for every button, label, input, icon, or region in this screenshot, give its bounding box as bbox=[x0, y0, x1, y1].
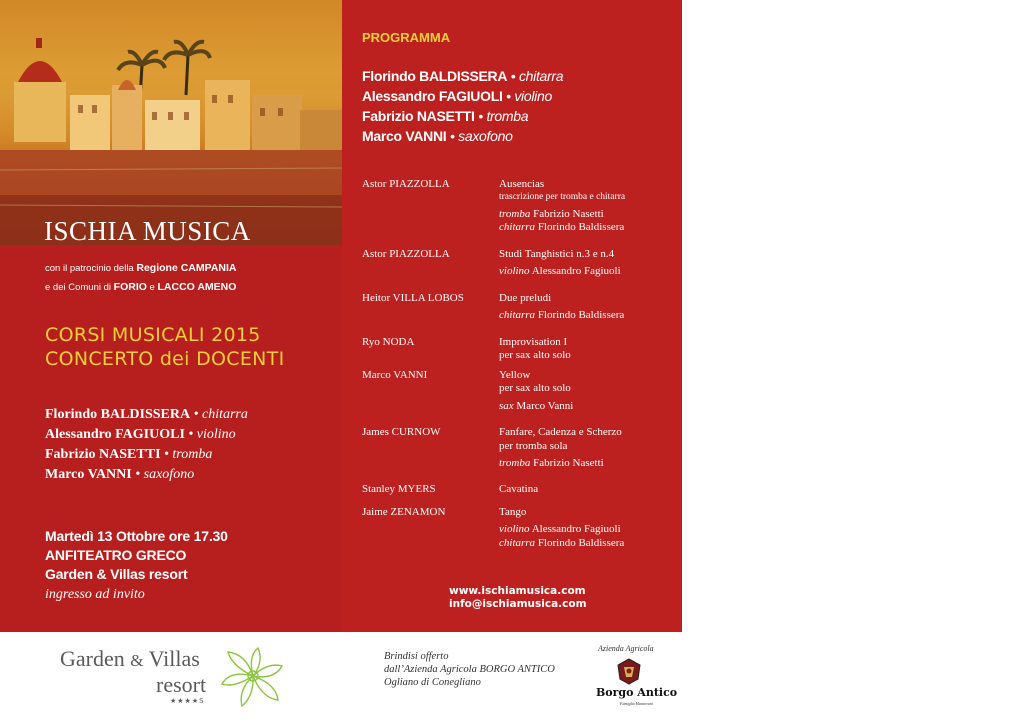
courses-heading: CORSI MUSICALI 2015 bbox=[45, 324, 261, 346]
event-date: Martedì 13 Ottobre ore 17.30 bbox=[45, 528, 228, 544]
work-player: chitarra Florindo Baldissera bbox=[499, 221, 625, 233]
performer-line: Florindo BALDISSERA • chitarra bbox=[45, 407, 248, 422]
work-title: Studi Tanghistici n.3 e n.4 bbox=[499, 248, 615, 260]
composer: Jaime ZENAMON bbox=[362, 506, 446, 518]
ischia-town-painting bbox=[0, 0, 342, 245]
composer: Marco VANNI bbox=[362, 369, 428, 381]
work-title: Fanfare, Cadenza e Scherzo bbox=[499, 426, 622, 438]
patronage-line-2: e dei Comuni di FORIO e LACCO AMENO bbox=[45, 281, 237, 293]
winery-crest-icon bbox=[614, 657, 644, 685]
resort-logo-line2: resort bbox=[156, 672, 207, 697]
performer-line: Fabrizio NASETTI • tromba bbox=[45, 447, 213, 462]
program-performer: Florindo BALDISSERA • chitarra bbox=[362, 68, 564, 84]
winery-label: Azienda Agricola bbox=[598, 644, 654, 653]
program-performer: Alessandro FAGIUOLI • violino bbox=[362, 88, 552, 104]
admission-note: ingresso ad invito bbox=[45, 587, 145, 602]
work-title: Improvisation I bbox=[499, 336, 568, 348]
work-note: per tromba sola bbox=[499, 440, 568, 452]
brindisi-line: dall’Azienda Agricola BORGO ANTICO bbox=[384, 664, 555, 675]
composer: Heitor VILLA LOBOS bbox=[362, 292, 464, 304]
work-title: Yellow bbox=[499, 369, 531, 381]
event-resort: Garden & Villas resort bbox=[45, 566, 188, 582]
work-title: Tango bbox=[499, 506, 527, 518]
event-title: ISCHIA MUSICA bbox=[44, 216, 251, 246]
work-note: trascrizione per tromba e chitarra bbox=[499, 192, 626, 202]
work-player: tromba Fabrizio Nasetti bbox=[499, 457, 604, 469]
composer: Stanley MYERS bbox=[362, 483, 436, 495]
performer-line: Marco VANNI • saxofono bbox=[45, 467, 195, 482]
performer-line: Alessandro FAGIUOLI • violino bbox=[45, 427, 236, 442]
work-player: chitarra Florindo Baldissera bbox=[499, 537, 625, 549]
composer: Ryo NODA bbox=[362, 336, 415, 348]
patronage-line-1: con il patrocinio della Regione CAMPANIA bbox=[45, 262, 237, 274]
work-player: sax Marco Vanni bbox=[499, 400, 574, 412]
program-heading: PROGRAMMA bbox=[362, 30, 451, 45]
composer: James CURNOW bbox=[362, 426, 441, 438]
composer: Astor PIAZZOLLA bbox=[362, 178, 450, 190]
work-note: per sax alto solo bbox=[499, 349, 571, 361]
work-title: Cavatina bbox=[499, 483, 539, 495]
program-performer: Fabrizio NASETTI • tromba bbox=[362, 108, 529, 124]
winery-subtitle: Famiglia Mantovani bbox=[620, 701, 653, 706]
resort-stars: ★★★★S bbox=[170, 697, 205, 705]
event-venue: ANFITEATRO GRECO bbox=[45, 547, 187, 563]
work-note: per sax alto solo bbox=[499, 382, 571, 394]
concert-heading: CONCERTO dei DOCENTI bbox=[45, 348, 285, 370]
work-player: violino Alessandro Fagiuoli bbox=[499, 523, 621, 535]
composer: Astor PIAZZOLLA bbox=[362, 248, 450, 260]
program-performer: Marco VANNI • saxofono bbox=[362, 128, 513, 144]
work-title: Due preludi bbox=[499, 292, 552, 304]
work-player: violino Alessandro Fagiuoli bbox=[499, 265, 621, 277]
brindisi-line: Brindisi offerto bbox=[384, 651, 449, 662]
flower-logo-icon bbox=[218, 644, 288, 708]
work-player: chitarra Florindo Baldissera bbox=[499, 309, 625, 321]
resort-logo-line1: Garden & Villas bbox=[60, 646, 200, 671]
brindisi-line: Ogliano di Conegliano bbox=[384, 677, 481, 688]
website-link[interactable]: www.ischiamusica.com bbox=[449, 585, 586, 597]
work-player: tromba Fabrizio Nasetti bbox=[499, 208, 604, 220]
email-link[interactable]: info@ischiamusica.com bbox=[449, 598, 587, 610]
winery-name: Borgo Antico bbox=[596, 686, 678, 699]
work-title: Ausencias bbox=[499, 178, 545, 190]
